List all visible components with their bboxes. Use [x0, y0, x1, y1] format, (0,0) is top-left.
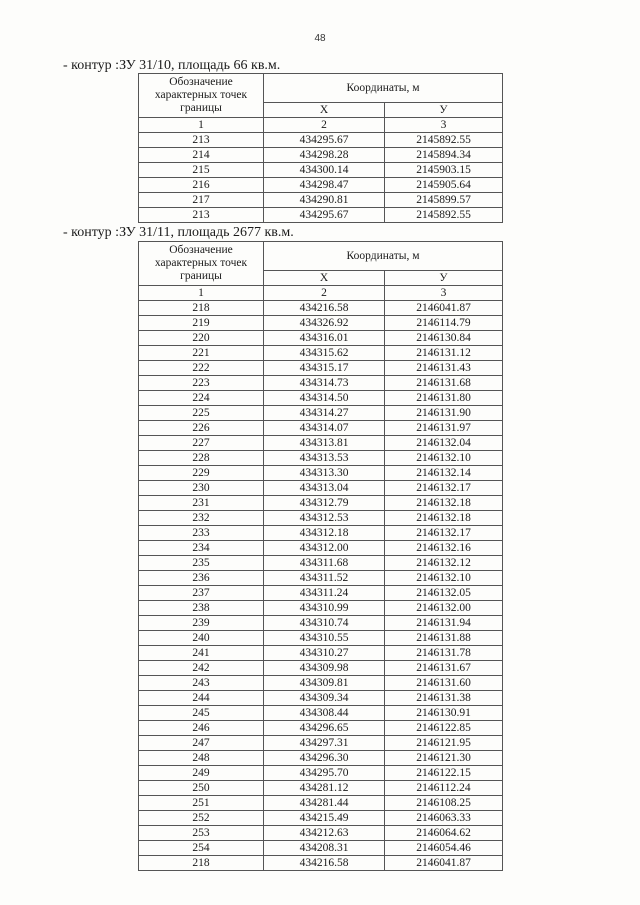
- table-row: [139, 481, 503, 496]
- table-row: [139, 736, 503, 751]
- point-number-cell: 220: [139, 331, 264, 346]
- point-designation-header: Обозначение характерных точек границы: [139, 74, 264, 118]
- table-row: [139, 466, 503, 481]
- point-number-cell: 226: [139, 421, 264, 436]
- y-coordinate-cell: 2146131.60: [385, 676, 503, 691]
- x-coordinate-cell: 434310.55: [264, 631, 385, 646]
- table-row: [139, 133, 503, 148]
- x-header: Х: [264, 103, 385, 118]
- point-number-cell: 230: [139, 481, 264, 496]
- point-number-cell: 241: [139, 646, 264, 661]
- point-number-cell: 251: [139, 796, 264, 811]
- x-coordinate-cell: 434314.73: [264, 376, 385, 391]
- x-coordinate-cell: 434208.31: [264, 841, 385, 856]
- column-number-1: 1: [139, 118, 264, 133]
- page-number: 48: [314, 33, 326, 44]
- coordinates-table-zu-31-11: [138, 241, 503, 871]
- table-row: [139, 601, 503, 616]
- point-number-cell: 240: [139, 631, 264, 646]
- y-coordinate-cell: 2145892.55: [385, 208, 503, 223]
- point-designation-header: Обозначение характерных точек границы: [139, 242, 264, 286]
- point-number-cell: 233: [139, 526, 264, 541]
- point-number-cell: 245: [139, 706, 264, 721]
- x-coordinate-cell: 434309.34: [264, 691, 385, 706]
- point-number-cell: 244: [139, 691, 264, 706]
- x-coordinate-cell: 434297.31: [264, 736, 385, 751]
- table-row: [139, 391, 503, 406]
- x-coordinate-cell: 434281.12: [264, 781, 385, 796]
- table-row: [139, 451, 503, 466]
- y-coordinate-cell: 2146064.62: [385, 826, 503, 841]
- table-header: [139, 74, 503, 133]
- y-coordinate-cell: 2146121.30: [385, 751, 503, 766]
- table-row: [139, 781, 503, 796]
- x-coordinate-cell: 434326.92: [264, 316, 385, 331]
- point-number-cell: 218: [139, 856, 264, 871]
- point-number-cell: 234: [139, 541, 264, 556]
- table-row: [139, 163, 503, 178]
- table-body: [139, 133, 503, 223]
- x-coordinate-cell: 434308.44: [264, 706, 385, 721]
- y-coordinate-cell: 2145892.55: [385, 133, 503, 148]
- point-number-cell: 236: [139, 571, 264, 586]
- table-row: [139, 301, 503, 316]
- table-row: [139, 208, 503, 223]
- y-coordinate-cell: 2146130.84: [385, 331, 503, 346]
- table-row: [139, 586, 503, 601]
- y-coordinate-cell: 2146112.24: [385, 781, 503, 796]
- y-coordinate-cell: 2146132.16: [385, 541, 503, 556]
- y-coordinate-cell: 2146131.80: [385, 391, 503, 406]
- column-number-1: 1: [139, 286, 264, 301]
- table-row: [139, 178, 503, 193]
- column-number-3: 3: [385, 286, 503, 301]
- point-number-cell: 219: [139, 316, 264, 331]
- point-number-cell: 227: [139, 436, 264, 451]
- table-row: [139, 721, 503, 736]
- point-number-cell: 213: [139, 208, 264, 223]
- table-row: [139, 511, 503, 526]
- table-row: [139, 193, 503, 208]
- y-coordinate-cell: 2146131.90: [385, 406, 503, 421]
- x-coordinate-cell: 434295.67: [264, 133, 385, 148]
- table-row: [139, 766, 503, 781]
- x-coordinate-cell: 434315.17: [264, 361, 385, 376]
- y-coordinate-cell: 2145894.34: [385, 148, 503, 163]
- y-coordinate-cell: 2146132.05: [385, 586, 503, 601]
- y-coordinate-cell: 2146131.68: [385, 376, 503, 391]
- y-coordinate-cell: 2145903.15: [385, 163, 503, 178]
- point-number-cell: 237: [139, 586, 264, 601]
- table-row: [139, 331, 503, 346]
- y-coordinate-cell: 2146041.87: [385, 856, 503, 871]
- table-row: [139, 376, 503, 391]
- y-coordinate-cell: 2146130.91: [385, 706, 503, 721]
- coordinates-header: Координаты, м: [264, 74, 503, 103]
- table-row: [139, 148, 503, 163]
- y-coordinate-cell: 2146131.94: [385, 616, 503, 631]
- table-row: [139, 706, 503, 721]
- y-coordinate-cell: 2146054.46: [385, 841, 503, 856]
- y-coordinate-cell: 2145905.64: [385, 178, 503, 193]
- x-coordinate-cell: 434313.53: [264, 451, 385, 466]
- point-number-cell: 228: [139, 451, 264, 466]
- x-coordinate-cell: 434313.04: [264, 481, 385, 496]
- y-coordinate-cell: 2146132.00: [385, 601, 503, 616]
- y-coordinate-cell: 2146132.17: [385, 526, 503, 541]
- table-row: [139, 406, 503, 421]
- x-coordinate-cell: 434298.28: [264, 148, 385, 163]
- table-row: [139, 826, 503, 841]
- point-number-cell: 247: [139, 736, 264, 751]
- x-coordinate-cell: 434312.18: [264, 526, 385, 541]
- table-row: [139, 571, 503, 586]
- x-header: Х: [264, 271, 385, 286]
- point-number-cell: 214: [139, 148, 264, 163]
- table-header: [139, 242, 503, 301]
- y-coordinate-cell: 2146122.85: [385, 721, 503, 736]
- table-row: [139, 631, 503, 646]
- point-number-cell: 232: [139, 511, 264, 526]
- x-coordinate-cell: 434296.30: [264, 751, 385, 766]
- point-number-cell: 250: [139, 781, 264, 796]
- x-coordinate-cell: 434298.47: [264, 178, 385, 193]
- y-coordinate-cell: 2146132.04: [385, 436, 503, 451]
- table-row: [139, 556, 503, 571]
- table-row: [139, 496, 503, 511]
- point-number-cell: 216: [139, 178, 264, 193]
- coordinates-table-zu-31-10: [138, 73, 503, 223]
- y-coordinate-cell: 2146131.12: [385, 346, 503, 361]
- x-coordinate-cell: 434311.68: [264, 556, 385, 571]
- table-row: [139, 346, 503, 361]
- y-coordinate-cell: 2146114.79: [385, 316, 503, 331]
- table-row: [139, 751, 503, 766]
- point-number-cell: 249: [139, 766, 264, 781]
- x-coordinate-cell: 434314.50: [264, 391, 385, 406]
- y-coordinate-cell: 2146122.15: [385, 766, 503, 781]
- x-coordinate-cell: 434315.62: [264, 346, 385, 361]
- y-coordinate-cell: 2146108.25: [385, 796, 503, 811]
- table-row: [139, 316, 503, 331]
- point-number-cell: 252: [139, 811, 264, 826]
- x-coordinate-cell: 434310.74: [264, 616, 385, 631]
- point-number-cell: 223: [139, 376, 264, 391]
- y-coordinate-cell: 2145899.57: [385, 193, 503, 208]
- table-row: [139, 616, 503, 631]
- table-row: [139, 856, 503, 871]
- y-header: У: [385, 271, 503, 286]
- y-coordinate-cell: 2146041.87: [385, 301, 503, 316]
- point-number-cell: 215: [139, 163, 264, 178]
- y-coordinate-cell: 2146063.33: [385, 811, 503, 826]
- x-coordinate-cell: 434295.67: [264, 208, 385, 223]
- point-number-cell: 239: [139, 616, 264, 631]
- point-number-cell: 238: [139, 601, 264, 616]
- x-coordinate-cell: 434295.70: [264, 766, 385, 781]
- contour-caption-zu-31-11: - контур :ЗУ 31/11, площадь 2677 кв.м.: [63, 225, 294, 240]
- y-coordinate-cell: 2146132.10: [385, 451, 503, 466]
- point-number-cell: 224: [139, 391, 264, 406]
- point-number-cell: 222: [139, 361, 264, 376]
- y-coordinate-cell: 2146131.38: [385, 691, 503, 706]
- point-number-cell: 225: [139, 406, 264, 421]
- y-coordinate-cell: 2146132.18: [385, 496, 503, 511]
- y-coordinate-cell: 2146132.17: [385, 481, 503, 496]
- y-coordinate-cell: 2146132.18: [385, 511, 503, 526]
- x-coordinate-cell: 434296.65: [264, 721, 385, 736]
- x-coordinate-cell: 434309.81: [264, 676, 385, 691]
- point-number-cell: 254: [139, 841, 264, 856]
- x-coordinate-cell: 434300.14: [264, 163, 385, 178]
- x-coordinate-cell: 434212.63: [264, 826, 385, 841]
- x-coordinate-cell: 434290.81: [264, 193, 385, 208]
- y-coordinate-cell: 2146131.78: [385, 646, 503, 661]
- y-coordinate-cell: 2146131.97: [385, 421, 503, 436]
- x-coordinate-cell: 434311.24: [264, 586, 385, 601]
- column-number-2: 2: [264, 118, 385, 133]
- x-coordinate-cell: 434316.01: [264, 331, 385, 346]
- coordinates-header: Координаты, м: [264, 242, 503, 271]
- table-row: [139, 541, 503, 556]
- table-row: [139, 526, 503, 541]
- x-coordinate-cell: 434309.98: [264, 661, 385, 676]
- column-number-3: 3: [385, 118, 503, 133]
- table-row: [139, 436, 503, 451]
- point-number-cell: 217: [139, 193, 264, 208]
- column-number-2: 2: [264, 286, 385, 301]
- x-coordinate-cell: 434281.44: [264, 796, 385, 811]
- x-coordinate-cell: 434312.00: [264, 541, 385, 556]
- table-body: [139, 301, 503, 871]
- table-row: [139, 421, 503, 436]
- x-coordinate-cell: 434314.07: [264, 421, 385, 436]
- x-coordinate-cell: 434311.52: [264, 571, 385, 586]
- x-coordinate-cell: 434216.58: [264, 301, 385, 316]
- contour-caption-zu-31-10: - контур :ЗУ 31/10, площадь 66 кв.м.: [63, 58, 281, 73]
- point-number-cell: 248: [139, 751, 264, 766]
- x-coordinate-cell: 434216.58: [264, 856, 385, 871]
- table-row: [139, 676, 503, 691]
- y-coordinate-cell: 2146132.12: [385, 556, 503, 571]
- point-number-cell: 242: [139, 661, 264, 676]
- point-number-cell: 231: [139, 496, 264, 511]
- x-coordinate-cell: 434312.53: [264, 511, 385, 526]
- point-number-cell: 235: [139, 556, 264, 571]
- point-number-cell: 229: [139, 466, 264, 481]
- y-coordinate-cell: 2146132.14: [385, 466, 503, 481]
- y-header: У: [385, 103, 503, 118]
- x-coordinate-cell: 434215.49: [264, 811, 385, 826]
- y-coordinate-cell: 2146121.95: [385, 736, 503, 751]
- table-row: [139, 661, 503, 676]
- table-row: [139, 691, 503, 706]
- table-row: [139, 811, 503, 826]
- table-row: [139, 841, 503, 856]
- table-row: [139, 361, 503, 376]
- y-coordinate-cell: 2146131.43: [385, 361, 503, 376]
- x-coordinate-cell: 434310.27: [264, 646, 385, 661]
- y-coordinate-cell: 2146131.67: [385, 661, 503, 676]
- x-coordinate-cell: 434310.99: [264, 601, 385, 616]
- table-row: [139, 646, 503, 661]
- x-coordinate-cell: 434314.27: [264, 406, 385, 421]
- point-number-cell: 221: [139, 346, 264, 361]
- point-number-cell: 213: [139, 133, 264, 148]
- point-number-cell: 218: [139, 301, 264, 316]
- y-coordinate-cell: 2146131.88: [385, 631, 503, 646]
- x-coordinate-cell: 434313.30: [264, 466, 385, 481]
- x-coordinate-cell: 434312.79: [264, 496, 385, 511]
- point-number-cell: 243: [139, 676, 264, 691]
- table-row: [139, 796, 503, 811]
- y-coordinate-cell: 2146132.10: [385, 571, 503, 586]
- point-number-cell: 246: [139, 721, 264, 736]
- x-coordinate-cell: 434313.81: [264, 436, 385, 451]
- point-number-cell: 253: [139, 826, 264, 841]
